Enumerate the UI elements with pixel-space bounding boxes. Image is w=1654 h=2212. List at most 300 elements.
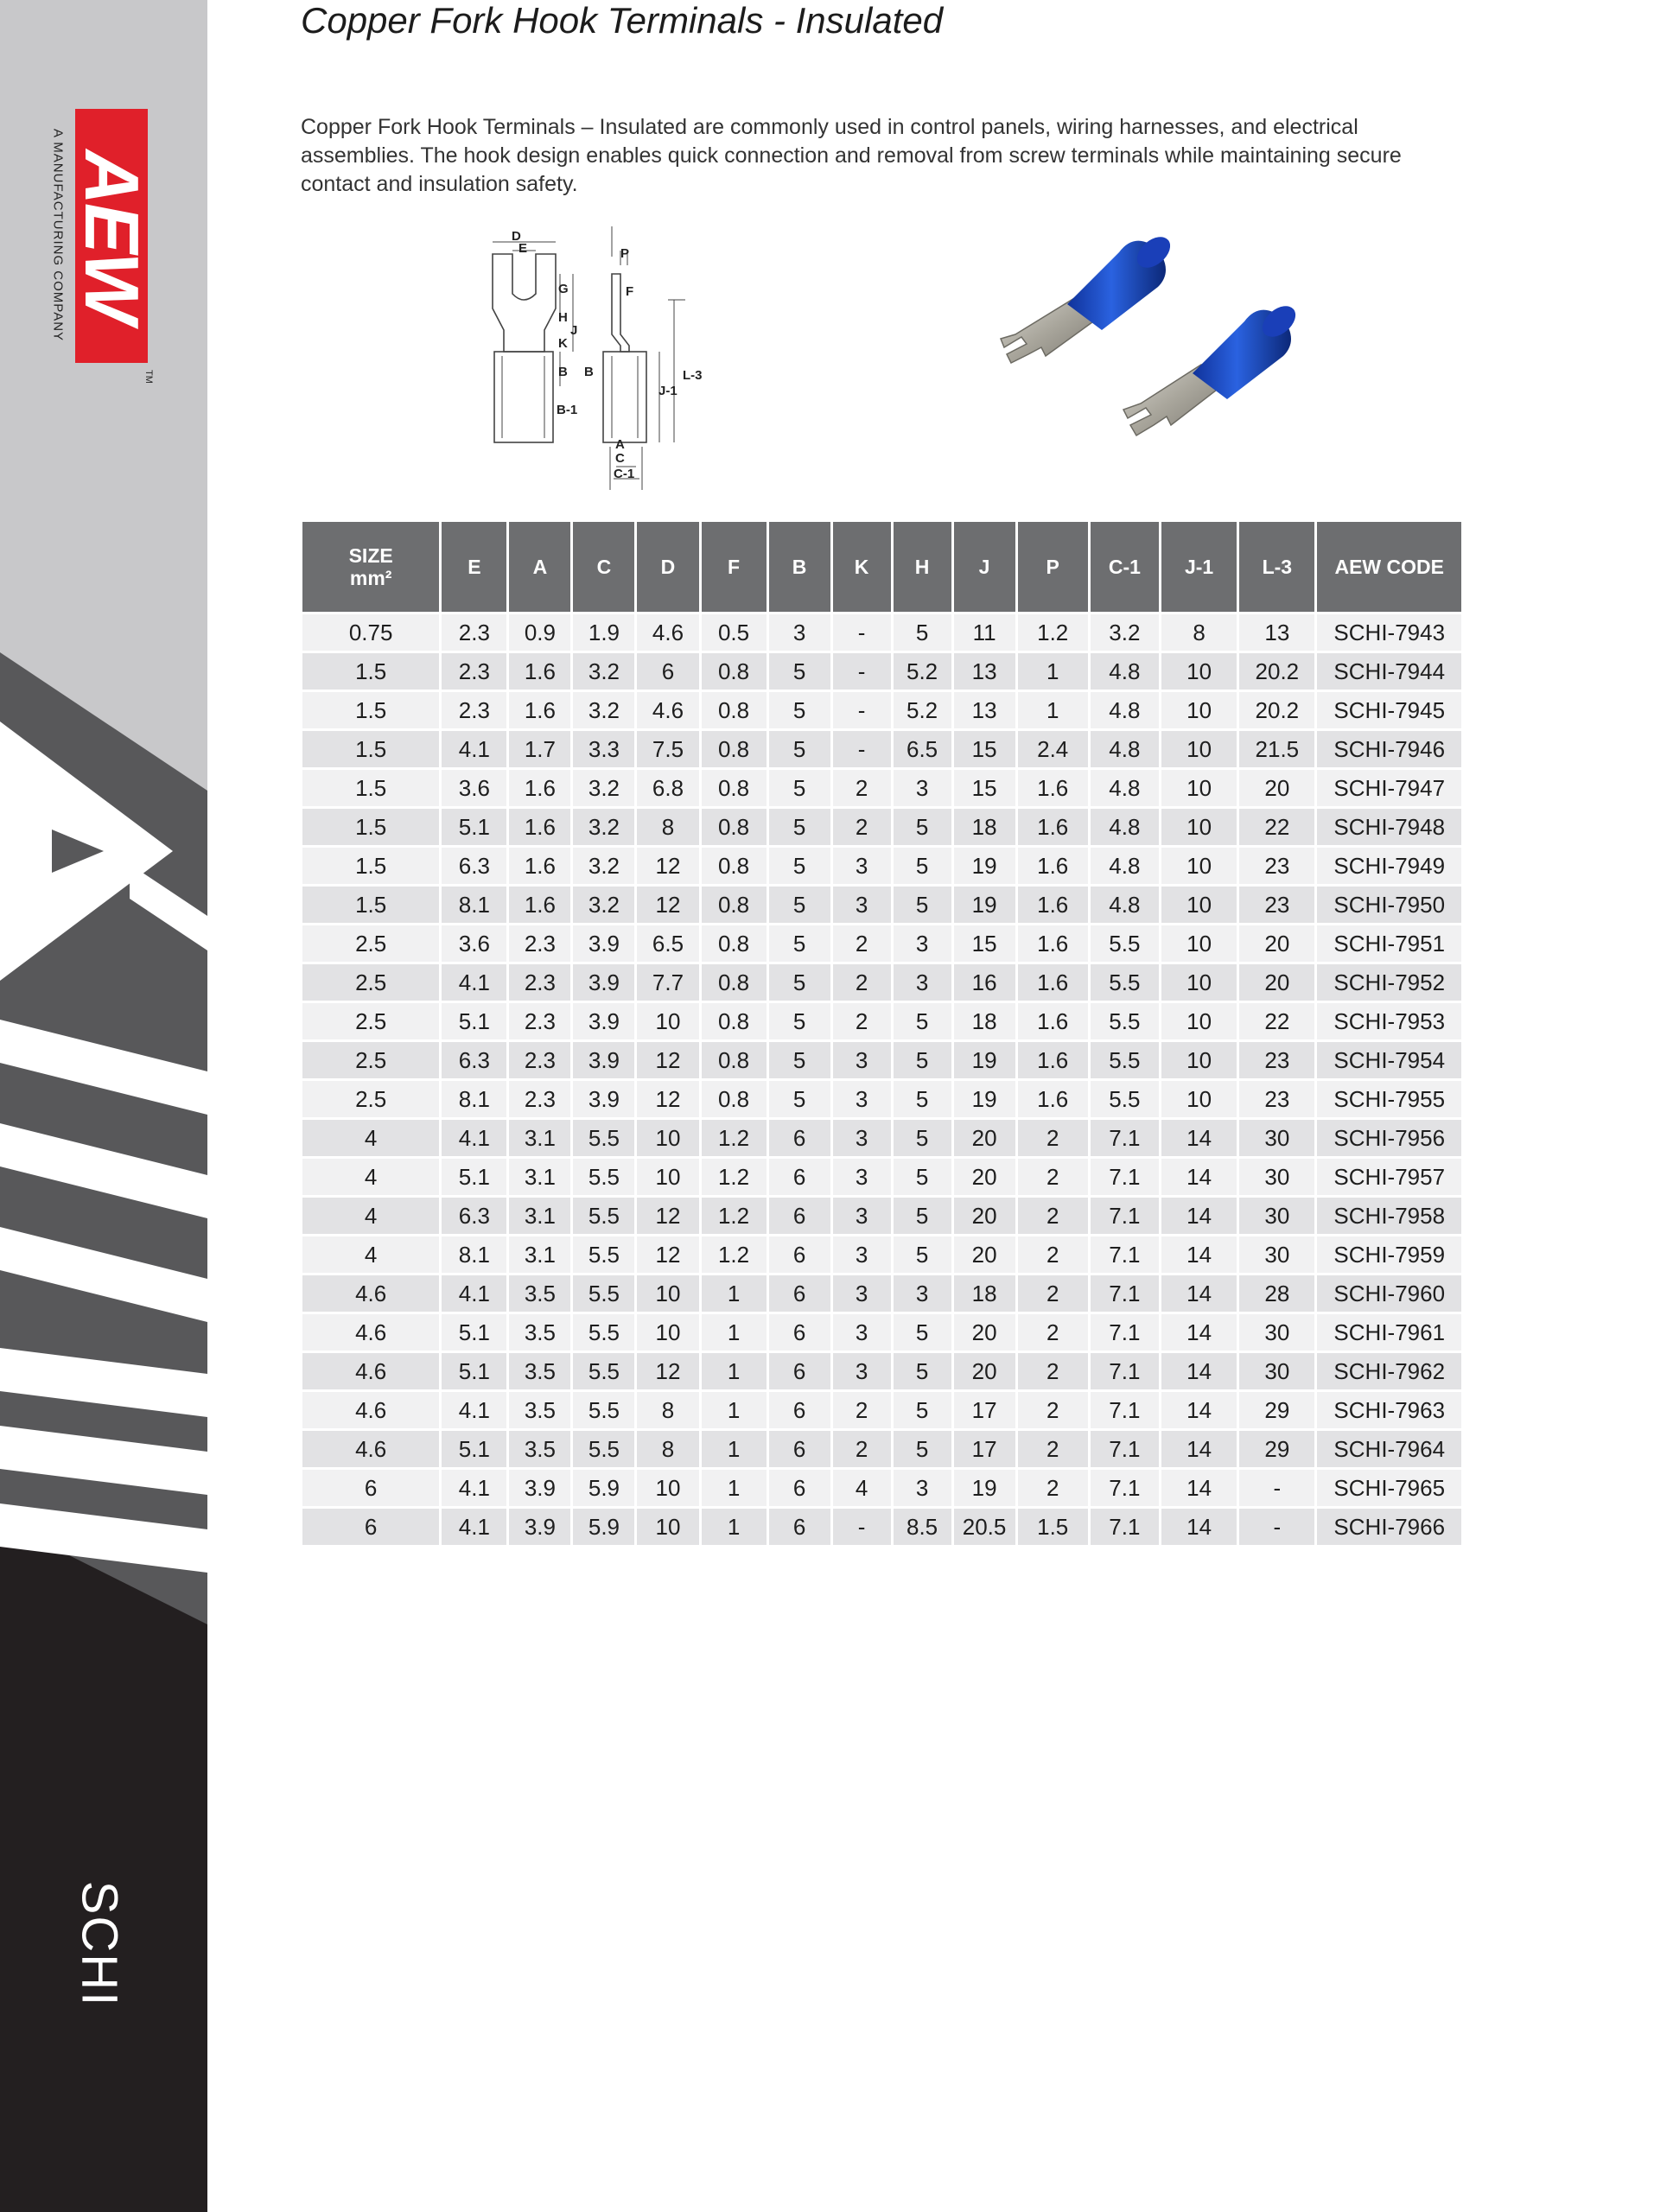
column-header: D — [637, 522, 698, 612]
table-cell: 3.9 — [573, 925, 634, 962]
table-cell: 5 — [769, 653, 830, 690]
table-cell: 1.6 — [509, 809, 570, 845]
table-cell: 14 — [1161, 1314, 1237, 1351]
table-cell: 10 — [637, 1470, 698, 1506]
table-cell: 6 — [769, 1120, 830, 1156]
table-cell: 3 — [894, 925, 951, 962]
table-cell: 2 — [1018, 1470, 1088, 1506]
table-cell: 1.5 — [302, 692, 439, 728]
table-cell: 22 — [1239, 809, 1314, 845]
table-cell: 10 — [1161, 1042, 1237, 1078]
table-cell: 1 — [702, 1509, 767, 1545]
table-cell: 14 — [1161, 1159, 1237, 1195]
table-cell: 2 — [1018, 1431, 1088, 1467]
column-header: C — [573, 522, 634, 612]
table-cell: 0.75 — [302, 614, 439, 651]
table-cell: 5 — [769, 692, 830, 728]
table-row — [302, 1314, 1461, 1351]
table-cell: 1.5 — [302, 887, 439, 923]
table-cell: 13 — [1239, 614, 1314, 651]
table-cell: 2 — [833, 1392, 891, 1428]
table-cell: 2.3 — [509, 1081, 570, 1117]
table-cell: 4.8 — [1091, 653, 1159, 690]
table-cell: 14 — [1161, 1509, 1237, 1545]
table-cell: 10 — [1161, 1003, 1237, 1039]
table-cell: 1.2 — [702, 1198, 767, 1234]
table-cell: 15 — [954, 925, 1015, 962]
table-cell: 3.2 — [573, 692, 634, 728]
table-cell: 1.6 — [509, 653, 570, 690]
table-cell: 6 — [769, 1353, 830, 1389]
table-row — [302, 653, 1461, 690]
table-cell: 14 — [1161, 1392, 1237, 1428]
table-cell: 13 — [954, 653, 1015, 690]
table-cell: - — [1239, 1470, 1314, 1506]
column-header: A — [509, 522, 570, 612]
table-cell: 2.3 — [442, 692, 506, 728]
table-cell: 5.5 — [573, 1314, 634, 1351]
table-cell: 8.5 — [894, 1509, 951, 1545]
table-cell: 3 — [833, 1159, 891, 1195]
table-cell: 5.5 — [1091, 964, 1159, 1001]
column-header: L-3 — [1239, 522, 1314, 612]
table-cell: 5 — [769, 1003, 830, 1039]
table-row — [302, 1081, 1461, 1117]
table-cell: 5 — [894, 1392, 951, 1428]
table-cell: 3.3 — [573, 731, 634, 767]
table-cell: 7.1 — [1091, 1353, 1159, 1389]
table-cell: 5 — [769, 731, 830, 767]
table-cell: 4.8 — [1091, 848, 1159, 884]
table-cell: 3 — [894, 964, 951, 1001]
table-cell: 3 — [833, 848, 891, 884]
table-cell: 3.2 — [573, 848, 634, 884]
dim-label-a: A — [615, 437, 625, 452]
table-cell: 3.1 — [509, 1159, 570, 1195]
table-cell: 17 — [954, 1392, 1015, 1428]
table-cell: 5.5 — [573, 1120, 634, 1156]
table-cell: 12 — [637, 887, 698, 923]
table-row — [302, 1509, 1461, 1545]
table-cell: 7.1 — [1091, 1392, 1159, 1428]
table-cell: 7.1 — [1091, 1275, 1159, 1312]
table-cell: 8.1 — [442, 887, 506, 923]
table-cell: 1.5 — [302, 731, 439, 767]
table-cell: - — [1239, 1509, 1314, 1545]
table-cell: 2.3 — [509, 1003, 570, 1039]
table-cell: 30 — [1239, 1159, 1314, 1195]
table-cell: 1.6 — [1018, 1003, 1088, 1039]
table-cell: 3.5 — [509, 1353, 570, 1389]
table-cell: 1.6 — [509, 692, 570, 728]
table-cell: 1 — [702, 1353, 767, 1389]
table-cell: 5.1 — [442, 1003, 506, 1039]
table-cell: 1.5 — [302, 848, 439, 884]
table-cell: SCHI-7951 — [1317, 925, 1461, 962]
table-cell: 3.9 — [509, 1470, 570, 1506]
table-row — [302, 1353, 1461, 1389]
table-cell: 8 — [1161, 614, 1237, 651]
table-cell: 1.7 — [509, 731, 570, 767]
table-cell: 2.3 — [442, 614, 506, 651]
table-cell: 5 — [894, 1353, 951, 1389]
table-cell: 5.9 — [573, 1470, 634, 1506]
table-cell: 3.5 — [509, 1275, 570, 1312]
table-cell: 7.7 — [637, 964, 698, 1001]
dim-label-h: H — [558, 310, 568, 325]
table-cell: - — [833, 692, 891, 728]
table-cell: 14 — [1161, 1198, 1237, 1234]
table-cell: 5.1 — [442, 1314, 506, 1351]
table-cell: 4.1 — [442, 964, 506, 1001]
table-cell: 3.1 — [509, 1236, 570, 1273]
table-cell: 5.5 — [1091, 925, 1159, 962]
table-cell: 6 — [769, 1431, 830, 1467]
table-cell: 14 — [1161, 1236, 1237, 1273]
table-cell: 14 — [1161, 1120, 1237, 1156]
table-cell: 20 — [954, 1198, 1015, 1234]
table-cell: - — [833, 1509, 891, 1545]
table-cell: 10 — [637, 1314, 698, 1351]
table-cell: 6 — [769, 1314, 830, 1351]
brand-tagline: A MANUFACTURING COMPANY — [50, 128, 66, 342]
table-cell: 2 — [833, 1431, 891, 1467]
table-cell: 23 — [1239, 887, 1314, 923]
table-body — [302, 614, 1461, 1545]
table-cell: 5 — [894, 887, 951, 923]
table-cell: 5 — [894, 1120, 951, 1156]
table-cell: 0.8 — [702, 964, 767, 1001]
table-cell: 2.3 — [442, 653, 506, 690]
table-cell: 18 — [954, 1003, 1015, 1039]
terminal-left — [1001, 231, 1176, 363]
column-header: E — [442, 522, 506, 612]
table-cell: 1.5 — [1018, 1509, 1088, 1545]
table-cell: 3.5 — [509, 1392, 570, 1428]
table-cell: SCHI-7962 — [1317, 1353, 1461, 1389]
table-cell: 1.5 — [302, 770, 439, 806]
table-cell: SCHI-7963 — [1317, 1392, 1461, 1428]
table-cell: 12 — [637, 1353, 698, 1389]
table-cell: 4.8 — [1091, 770, 1159, 806]
table-cell: 7.1 — [1091, 1470, 1159, 1506]
table-cell: 14 — [1161, 1353, 1237, 1389]
dim-label-p: P — [620, 246, 630, 261]
table-cell: SCHI-7955 — [1317, 1081, 1461, 1117]
table-cell: SCHI-7954 — [1317, 1042, 1461, 1078]
table-cell: 7.1 — [1091, 1509, 1159, 1545]
table-cell: 4.6 — [302, 1431, 439, 1467]
table-cell: 4.1 — [442, 1120, 506, 1156]
table-cell: 5 — [894, 1042, 951, 1078]
table-cell: 1.6 — [1018, 887, 1088, 923]
table-cell: 3.9 — [573, 1003, 634, 1039]
table-cell: 6 — [769, 1198, 830, 1234]
dim-label-d: D — [512, 229, 521, 244]
table-cell: 12 — [637, 1198, 698, 1234]
table-cell: SCHI-7953 — [1317, 1003, 1461, 1039]
table-cell: 20 — [954, 1314, 1015, 1351]
table-cell: 5.5 — [573, 1431, 634, 1467]
table-cell: 8 — [637, 1431, 698, 1467]
table-cell: 16 — [954, 964, 1015, 1001]
table-cell: 20 — [954, 1353, 1015, 1389]
table-cell: 2 — [833, 964, 891, 1001]
dim-label-j1: J-1 — [658, 384, 678, 398]
table-cell: 3.5 — [509, 1431, 570, 1467]
table-cell: 5 — [894, 1159, 951, 1195]
table-cell: 5.2 — [894, 653, 951, 690]
table-cell: 2.5 — [302, 1042, 439, 1078]
table-cell: 12 — [637, 1081, 698, 1117]
table-cell: 3.2 — [573, 809, 634, 845]
table-cell: 5.1 — [442, 809, 506, 845]
column-header: K — [833, 522, 891, 612]
table-cell: 8 — [637, 1392, 698, 1428]
table-cell: 10 — [1161, 731, 1237, 767]
table-cell: 7.5 — [637, 731, 698, 767]
table-cell: SCHI-7958 — [1317, 1198, 1461, 1234]
table-cell: 11 — [954, 614, 1015, 651]
table-cell: 4.6 — [637, 614, 698, 651]
table-cell: 14 — [1161, 1470, 1237, 1506]
dim-label-b-side: B — [584, 365, 594, 379]
table-cell: 10 — [1161, 925, 1237, 962]
table-cell: 1.6 — [509, 887, 570, 923]
table-cell: 5 — [894, 848, 951, 884]
table-cell: 1.6 — [509, 848, 570, 884]
table-row — [302, 887, 1461, 923]
table-row — [302, 1431, 1461, 1467]
table-row — [302, 1392, 1461, 1428]
table-cell: 3.9 — [573, 1042, 634, 1078]
brand-sidebar — [0, 0, 207, 2212]
column-header: F — [702, 522, 767, 612]
table-cell: 1.2 — [1018, 614, 1088, 651]
dim-label-l3: L-3 — [683, 368, 703, 383]
table-cell: 2 — [1018, 1236, 1088, 1273]
table-cell: 5 — [769, 770, 830, 806]
table-cell: 5 — [894, 614, 951, 651]
column-header: P — [1018, 522, 1088, 612]
table-cell: 5 — [894, 1003, 951, 1039]
table-cell: 0.8 — [702, 653, 767, 690]
table-cell: 4.1 — [442, 1470, 506, 1506]
table-cell: 1.6 — [1018, 1042, 1088, 1078]
table-cell: 2 — [833, 809, 891, 845]
table-row — [302, 1003, 1461, 1039]
table-cell: 10 — [637, 1003, 698, 1039]
table-cell: 1 — [702, 1275, 767, 1312]
table-row — [302, 1042, 1461, 1078]
table-cell: 8.1 — [442, 1081, 506, 1117]
table-cell: 6 — [769, 1470, 830, 1506]
column-header: J-1 — [1161, 522, 1237, 612]
table-cell: 1.6 — [1018, 1081, 1088, 1117]
table-cell: 6.3 — [442, 848, 506, 884]
table-cell: 7.1 — [1091, 1236, 1159, 1273]
table-cell: 6 — [302, 1470, 439, 1506]
table-cell: 10 — [1161, 964, 1237, 1001]
column-header: SIZE mm² — [302, 522, 439, 612]
dim-label-k: K — [558, 336, 568, 351]
table-cell: 19 — [954, 887, 1015, 923]
table-cell: 4 — [302, 1120, 439, 1156]
table-cell: 6.5 — [894, 731, 951, 767]
table-cell: 5 — [769, 964, 830, 1001]
table-cell: 10 — [1161, 848, 1237, 884]
product-description: Copper Fork Hook Terminals – Insulated are commonly used in control panels, wiring harnesses, and electrical assemblies. The hook design enables quick connection and removal from screw terminals while maintaining secure contact and insulation safety. — [301, 115, 1402, 196]
table-cell: 2.3 — [509, 925, 570, 962]
table-cell: SCHI-7966 — [1317, 1509, 1461, 1545]
table-cell: 5.5 — [1091, 1003, 1159, 1039]
table-cell: 10 — [637, 1509, 698, 1545]
table-cell: 20.5 — [954, 1509, 1015, 1545]
table-cell: 0.8 — [702, 770, 767, 806]
table-cell: 7.1 — [1091, 1159, 1159, 1195]
table-cell: 4.1 — [442, 1509, 506, 1545]
table-cell: 1.2 — [702, 1159, 767, 1195]
table-cell: 4.1 — [442, 731, 506, 767]
table-cell: SCHI-7961 — [1317, 1314, 1461, 1351]
dim-label-f: F — [626, 284, 634, 299]
table-cell: SCHI-7952 — [1317, 964, 1461, 1001]
table-cell: 3 — [833, 1120, 891, 1156]
table-cell: 5 — [894, 1198, 951, 1234]
table-cell: - — [833, 731, 891, 767]
table-cell: 6 — [302, 1509, 439, 1545]
table-row — [302, 1198, 1461, 1234]
table-cell: 10 — [1161, 692, 1237, 728]
table-cell: 0.8 — [702, 809, 767, 845]
table-row — [302, 1236, 1461, 1273]
table-cell: 19 — [954, 1470, 1015, 1506]
table-cell: 2.4 — [1018, 731, 1088, 767]
table-cell: 5.5 — [573, 1198, 634, 1234]
column-header: J — [954, 522, 1015, 612]
specification-table — [300, 519, 1464, 1548]
table-row — [302, 692, 1461, 728]
table-cell: 5 — [894, 809, 951, 845]
table-cell: 10 — [637, 1275, 698, 1312]
table-cell: SCHI-7956 — [1317, 1120, 1461, 1156]
table-cell: 2 — [833, 925, 891, 962]
table-cell: SCHI-7964 — [1317, 1431, 1461, 1467]
table-cell: 13 — [954, 692, 1015, 728]
table-cell: 8 — [637, 809, 698, 845]
table-cell: 2 — [833, 1003, 891, 1039]
table-row — [302, 1275, 1461, 1312]
table-cell: 20 — [1239, 770, 1314, 806]
table-cell: 1.6 — [1018, 964, 1088, 1001]
table-cell: 1.5 — [302, 809, 439, 845]
table-row — [302, 770, 1461, 806]
table-cell: 5 — [769, 925, 830, 962]
table-row — [302, 1470, 1461, 1506]
table-cell: 14 — [1161, 1431, 1237, 1467]
dim-label-c: C — [615, 451, 625, 466]
table-cell: 1.6 — [1018, 770, 1088, 806]
table-cell: 1 — [1018, 653, 1088, 690]
table-cell: SCHI-7957 — [1317, 1159, 1461, 1195]
table-cell: 1.6 — [1018, 925, 1088, 962]
table-cell: 3.2 — [1091, 614, 1159, 651]
table-cell: 4.8 — [1091, 887, 1159, 923]
table-cell: SCHI-7948 — [1317, 809, 1461, 845]
table-cell: 2 — [1018, 1120, 1088, 1156]
table-cell: 1 — [702, 1431, 767, 1467]
table-cell: 3.9 — [509, 1509, 570, 1545]
table-cell: 5.5 — [573, 1392, 634, 1428]
table-cell: 5.1 — [442, 1159, 506, 1195]
table-cell: 7.1 — [1091, 1314, 1159, 1351]
page-title: Copper Fork Hook Terminals - Insulated — [301, 0, 944, 41]
table-cell: 22 — [1239, 1003, 1314, 1039]
table-row — [302, 614, 1461, 651]
table-cell: 3.1 — [509, 1120, 570, 1156]
dim-label-b1: B-1 — [557, 403, 578, 417]
table-cell: 2.5 — [302, 925, 439, 962]
table-cell: 6 — [769, 1392, 830, 1428]
dim-label-c1: C-1 — [614, 467, 635, 481]
table-cell: 6 — [769, 1236, 830, 1273]
table-cell: 1 — [702, 1392, 767, 1428]
table-cell: - — [833, 653, 891, 690]
table-cell: 2.3 — [509, 1042, 570, 1078]
table-cell: 1.2 — [702, 1236, 767, 1273]
table-cell: 5 — [769, 848, 830, 884]
table-cell: 10 — [1161, 770, 1237, 806]
table-cell: 5.5 — [573, 1236, 634, 1273]
table-cell: 15 — [954, 731, 1015, 767]
table-cell: 30 — [1239, 1314, 1314, 1351]
column-header: H — [894, 522, 951, 612]
table-cell: 10 — [1161, 653, 1237, 690]
table-cell: 3 — [894, 1275, 951, 1312]
table-cell: 20 — [954, 1159, 1015, 1195]
table-cell: 0.5 — [702, 614, 767, 651]
table-cell: 0.8 — [702, 848, 767, 884]
table-cell: - — [833, 614, 891, 651]
table-cell: 2 — [1018, 1314, 1088, 1351]
table-cell: 2 — [1018, 1275, 1088, 1312]
table-cell: 3.5 — [509, 1314, 570, 1351]
table-cell: 3.2 — [573, 653, 634, 690]
table-cell: 20.2 — [1239, 692, 1314, 728]
table-cell: 12 — [637, 1236, 698, 1273]
table-cell: 3 — [833, 1275, 891, 1312]
table-cell: 29 — [1239, 1392, 1314, 1428]
table-cell: 10 — [637, 1120, 698, 1156]
table-cell: 15 — [954, 770, 1015, 806]
table-cell: 0.9 — [509, 614, 570, 651]
table-cell: 1.5 — [302, 653, 439, 690]
table-row — [302, 731, 1461, 767]
table-cell: 30 — [1239, 1353, 1314, 1389]
table-cell: 3 — [833, 1314, 891, 1351]
table-cell: SCHI-7946 — [1317, 731, 1461, 767]
table-cell: 4.8 — [1091, 731, 1159, 767]
table-cell: 5.9 — [573, 1509, 634, 1545]
table-cell: 5 — [894, 1236, 951, 1273]
table-cell: SCHI-7965 — [1317, 1470, 1461, 1506]
table-cell: 0.8 — [702, 692, 767, 728]
table-cell: SCHI-7945 — [1317, 692, 1461, 728]
table-cell: SCHI-7944 — [1317, 653, 1461, 690]
table-cell: 3 — [769, 614, 830, 651]
table-cell: 10 — [1161, 809, 1237, 845]
table-cell: 4.1 — [442, 1392, 506, 1428]
